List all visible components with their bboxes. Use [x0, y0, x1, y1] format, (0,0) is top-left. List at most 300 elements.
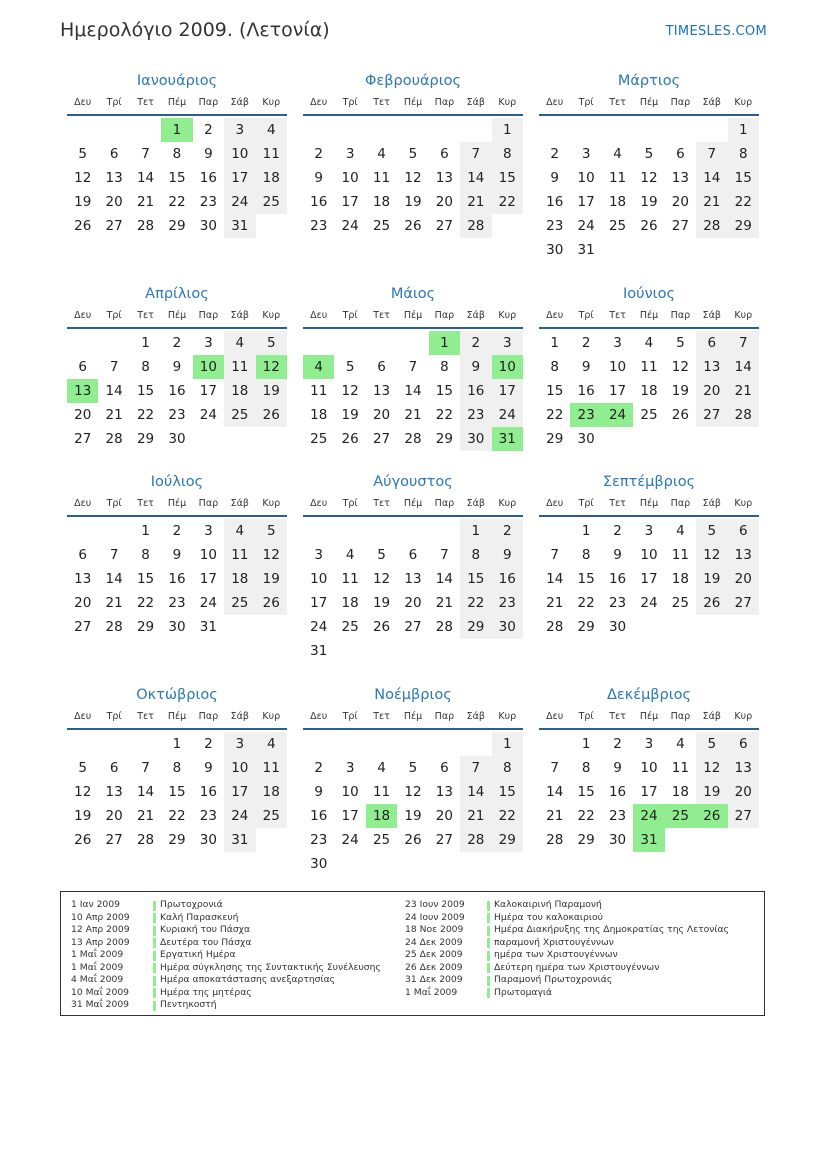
day-cell: 19 [671, 383, 689, 399]
day-cell: 17 [640, 784, 658, 800]
weekday-header: Παρ [198, 310, 219, 321]
empty-cell [67, 118, 98, 142]
day-cell: 7 [460, 756, 491, 780]
day-cell: 31 [577, 242, 595, 258]
day-cell: 23 [199, 194, 217, 210]
empty-cell [366, 732, 397, 756]
day-cell: 27 [671, 218, 689, 234]
day-cell: 30 [546, 242, 564, 258]
day-cell: 8 [728, 142, 759, 166]
day-cell: 31 [224, 828, 255, 852]
month-name: Ιούλιος [150, 474, 204, 490]
day-cell: 7 [109, 547, 119, 563]
day-cell: 31 [310, 643, 328, 659]
day-cell: 10 [341, 170, 359, 186]
day-cell: 12 [640, 170, 658, 186]
day-cell: 26 [640, 218, 658, 234]
day-cell: 19 [341, 407, 359, 423]
day-cell: 16 [310, 808, 328, 824]
weekday-header: Παρ [434, 498, 455, 509]
day-cell: 14 [435, 571, 453, 587]
day-cell: 7 [141, 146, 150, 162]
day-cell: 10 [577, 170, 595, 186]
month-name: Δεκέμβριος [606, 687, 692, 703]
day-cell: 5 [408, 146, 418, 162]
weekday-header: Τετ [609, 498, 626, 509]
day-cell: 12 [74, 170, 92, 186]
weekday-header: Τετ [137, 498, 154, 509]
holiday-day-cell: 4 [303, 355, 334, 379]
weekday-header: Παρ [670, 310, 691, 321]
day-cell: 1 [172, 736, 182, 752]
day-cell: 26 [256, 403, 287, 427]
day-cell: 28 [728, 403, 759, 427]
weekday-header: Τρί [342, 498, 358, 509]
day-cell: 22 [577, 595, 595, 611]
weekday-header: Δευ [74, 498, 92, 509]
day-cell: 26 [671, 407, 689, 423]
weekday-header: Κυρ [734, 711, 753, 722]
day-cell: 9 [204, 760, 213, 776]
day-cell: 25 [608, 218, 627, 234]
day-cell: 19 [404, 194, 422, 210]
day-cell: 7 [109, 359, 119, 375]
weekday-header: Τρί [106, 310, 122, 321]
empty-cell [397, 732, 428, 756]
empty-cell [633, 118, 664, 142]
legend-date: 10 Μαΐ 2009 [71, 986, 130, 998]
weekday-header: Τετ [609, 711, 626, 722]
day-cell: 16 [546, 194, 564, 210]
day-cell: 14 [460, 780, 491, 804]
weekday-header: Παρ [434, 97, 455, 108]
day-cell: 5 [256, 331, 287, 355]
day-cell: 27 [105, 218, 123, 234]
legend-holiday-name: παραμονή Χριστουγέννων [494, 936, 614, 948]
day-cell: 16 [199, 170, 217, 186]
day-cell: 9 [172, 547, 182, 563]
day-cell: 7 [550, 547, 559, 563]
legend-holiday-name: Ημέρα σύγκλησης της Συντακτικής Συνέλευσης [160, 961, 381, 973]
empty-cell [460, 732, 491, 756]
day-cell: 5 [256, 519, 287, 543]
day-cell: 30 [608, 832, 627, 848]
day-cell: 23 [168, 407, 186, 423]
day-cell: 25 [256, 190, 287, 214]
day-cell: 6 [78, 359, 87, 375]
day-cell: 12 [372, 571, 391, 587]
day-cell: 20 [728, 780, 759, 804]
day-cell: 11 [256, 756, 287, 780]
day-cell: 30 [460, 427, 491, 451]
weekday-header: Τρί [578, 498, 594, 509]
day-cell: 5 [345, 359, 355, 375]
day-cell: 29 [168, 218, 186, 234]
weekday-header: Τετ [609, 310, 626, 321]
day-cell: 18 [224, 379, 255, 403]
day-cell: 5 [377, 547, 386, 563]
empty-cell [303, 732, 334, 756]
day-cell: 1 [550, 335, 559, 351]
legend-holiday-name: Ημέρα του καλοκαιριού [494, 911, 603, 923]
day-cell: 3 [345, 760, 355, 776]
day-cell: 31 [199, 619, 217, 635]
day-cell: 7 [460, 142, 491, 166]
holiday-day-cell: 10 [193, 355, 224, 379]
day-cell: 6 [728, 519, 759, 543]
day-cell: 15 [546, 383, 564, 399]
empty-cell [366, 118, 397, 142]
day-cell: 11 [671, 760, 689, 776]
day-cell: 19 [256, 567, 287, 591]
day-cell: 1 [728, 118, 759, 142]
day-cell: 27 [74, 619, 92, 635]
day-cell: 22 [546, 407, 564, 423]
day-cell: 12 [404, 784, 422, 800]
legend-date: 18 Νοε 2009 [405, 924, 464, 935]
holiday-day-cell: 12 [256, 355, 287, 379]
empty-cell [460, 118, 491, 142]
day-cell: 2 [172, 335, 182, 351]
day-cell: 15 [168, 170, 186, 186]
weekday-header: Τρί [578, 97, 594, 108]
weekday-header: Τετ [373, 310, 390, 321]
holiday-marker-icon [487, 901, 490, 911]
holiday-day-cell: 1 [429, 331, 460, 355]
day-cell: 22 [136, 595, 155, 611]
day-cell: 11 [640, 359, 658, 375]
day-cell: 11 [372, 170, 391, 186]
day-cell: 16 [460, 379, 491, 403]
day-cell: 8 [141, 547, 150, 563]
legend-date: 1 Μαΐ 2009 [71, 949, 124, 960]
day-cell: 1 [460, 519, 491, 543]
legend-holiday-name: Καλοκαιρινή Παραμονή [494, 899, 602, 910]
legend-date: 1 Ιαν 2009 [71, 899, 120, 910]
day-cell: 10 [310, 571, 328, 587]
empty-cell [67, 732, 98, 756]
weekday-header: Παρ [434, 310, 455, 321]
day-cell: 8 [440, 359, 449, 375]
day-cell: 3 [204, 523, 213, 539]
day-cell: 24 [310, 619, 328, 635]
day-cell: 16 [168, 383, 186, 399]
day-cell: 21 [696, 190, 727, 214]
day-cell: 6 [676, 146, 685, 162]
weekday-header: Σάβ [466, 711, 485, 722]
day-cell: 26 [696, 591, 727, 615]
day-cell: 10 [224, 756, 255, 780]
day-cell: 12 [404, 170, 422, 186]
weekday-header: Τρί [342, 310, 358, 321]
day-cell: 11 [310, 383, 328, 399]
day-cell: 15 [492, 780, 523, 804]
weekday-header: Κυρ [262, 711, 281, 722]
day-cell: 23 [608, 595, 627, 611]
weekday-header: Σάβ [230, 97, 249, 108]
day-cell: 28 [460, 828, 491, 852]
day-cell: 20 [372, 407, 391, 423]
day-cell: 9 [460, 355, 491, 379]
header-rule [539, 728, 759, 730]
weekday-header: Σάβ [702, 97, 721, 108]
empty-cell [397, 118, 428, 142]
day-cell: 25 [224, 403, 255, 427]
holiday-day-cell: 10 [492, 355, 523, 379]
day-cell: 19 [640, 194, 658, 210]
holiday-day-cell: 18 [366, 804, 397, 828]
day-cell: 24 [640, 595, 658, 611]
day-cell: 24 [224, 804, 255, 828]
day-cell: 3 [224, 118, 255, 142]
day-cell: 18 [640, 383, 658, 399]
month-name: Σεπτέμβριος [602, 474, 696, 490]
weekday-header: Τετ [137, 711, 154, 722]
day-cell: 25 [372, 218, 391, 234]
day-cell: 21 [435, 595, 453, 611]
day-cell: 20 [435, 808, 453, 824]
legend-holiday-name: Ημέρα Διακήρυξης της Δημοκρατίας της Λετονίας [494, 924, 729, 935]
day-cell: 13 [728, 756, 759, 780]
day-cell: 12 [671, 359, 689, 375]
day-cell: 4 [256, 118, 287, 142]
day-cell: 30 [492, 615, 523, 639]
day-cell: 14 [136, 170, 155, 186]
day-cell: 14 [404, 383, 422, 399]
day-cell: 16 [492, 567, 523, 591]
day-cell: 13 [105, 784, 123, 800]
month-block [539, 72, 759, 262]
day-cell: 29 [435, 431, 453, 447]
month-block [67, 72, 287, 238]
day-cell: 22 [435, 407, 453, 423]
month-name: Μάιος [390, 286, 436, 302]
day-cell: 5 [408, 760, 418, 776]
day-cell: 28 [136, 218, 155, 234]
empty-cell [602, 118, 633, 142]
day-cell: 18 [372, 194, 391, 210]
day-cell: 2 [613, 736, 622, 752]
holiday-marker-icon [487, 976, 490, 986]
day-cell: 2 [204, 736, 213, 752]
day-cell: 29 [168, 832, 186, 848]
holiday-marker-icon [153, 976, 156, 986]
empty-cell [303, 331, 334, 355]
weekday-header: Πέμ [639, 498, 659, 509]
day-cell: 28 [105, 619, 123, 635]
holiday-day-cell: 31 [633, 828, 664, 852]
weekday-header: Σάβ [466, 310, 485, 321]
holiday-day-cell: 26 [696, 804, 727, 828]
header-rule [67, 114, 287, 116]
month-name: Μάρτιος [617, 73, 681, 89]
weekday-header: Σάβ [230, 498, 249, 509]
day-cell: 3 [314, 547, 323, 563]
day-cell: 11 [224, 355, 255, 379]
day-cell: 17 [341, 808, 359, 824]
day-cell: 21 [728, 379, 759, 403]
day-cell: 19 [74, 194, 92, 210]
day-cell: 28 [546, 619, 564, 635]
day-cell: 3 [644, 736, 654, 752]
weekday-header: Πέμ [167, 310, 187, 321]
day-cell: 6 [440, 760, 449, 776]
day-cell: 29 [492, 828, 523, 852]
weekday-header: Τετ [137, 97, 154, 108]
day-cell: 9 [314, 170, 323, 186]
day-cell: 8 [172, 760, 182, 776]
day-cell: 21 [546, 595, 564, 611]
day-cell: 3 [581, 146, 591, 162]
day-cell: 6 [109, 760, 119, 776]
day-cell: 8 [492, 756, 523, 780]
day-cell: 19 [372, 595, 391, 611]
day-cell: 11 [608, 170, 627, 186]
weekday-header: Τρί [342, 97, 358, 108]
weekday-header: Σάβ [230, 711, 249, 722]
day-cell: 24 [199, 595, 217, 611]
day-cell: 22 [136, 407, 155, 423]
holiday-marker-icon [487, 988, 490, 998]
day-cell: 24 [577, 218, 595, 234]
month-name: Ιανουάριος [136, 73, 218, 89]
day-cell: 15 [492, 166, 523, 190]
day-cell: 25 [640, 407, 658, 423]
day-cell: 2 [204, 122, 213, 138]
empty-cell [366, 519, 397, 543]
day-cell: 13 [696, 355, 727, 379]
holiday-marker-icon [153, 926, 156, 936]
day-cell: 21 [404, 407, 422, 423]
weekday-header: Δευ [74, 97, 92, 108]
day-cell: 8 [141, 359, 150, 375]
weekday-header: Κυρ [734, 310, 753, 321]
day-cell: 15 [136, 571, 155, 587]
empty-cell [366, 331, 397, 355]
day-cell: 5 [676, 335, 685, 351]
day-cell: 20 [74, 595, 92, 611]
day-cell: 27 [728, 591, 759, 615]
day-cell: 13 [728, 543, 759, 567]
day-cell: 14 [696, 166, 727, 190]
day-cell: 8 [550, 359, 559, 375]
day-cell: 4 [676, 523, 685, 539]
day-cell: 9 [550, 170, 559, 186]
day-cell: 29 [546, 431, 564, 447]
month-name: Ιούνιος [623, 286, 675, 302]
day-cell: 1 [141, 335, 150, 351]
day-cell: 2 [492, 519, 523, 543]
legend-date: 1 Μαΐ 2009 [71, 961, 124, 973]
weekday-header: Τετ [137, 310, 154, 321]
day-cell: 15 [577, 784, 595, 800]
day-cell: 1 [581, 523, 591, 539]
day-cell: 25 [671, 595, 689, 611]
day-cell: 7 [440, 547, 449, 563]
empty-cell [98, 331, 129, 355]
day-cell: 2 [172, 523, 182, 539]
day-cell: 3 [345, 146, 355, 162]
day-cell: 4 [676, 736, 685, 752]
day-cell: 29 [136, 619, 155, 635]
brand-link[interactable]: TIMESLES.COM [665, 24, 767, 39]
header-rule [67, 515, 287, 517]
legend-date: 23 Ιουν 2009 [405, 899, 465, 910]
legend-date: 26 Δεκ 2009 [405, 961, 463, 973]
weekday-header: Σάβ [702, 498, 721, 509]
day-cell: 8 [172, 146, 182, 162]
day-cell: 5 [78, 146, 87, 162]
legend-date: 12 Απρ 2009 [71, 924, 130, 935]
day-cell: 18 [341, 595, 359, 611]
day-cell: 23 [546, 218, 564, 234]
day-cell: 14 [546, 571, 564, 587]
weekday-header: Κυρ [498, 711, 517, 722]
holiday-marker-icon [153, 901, 156, 911]
weekday-header: Παρ [670, 498, 691, 509]
day-cell: 12 [256, 543, 287, 567]
legend-date: 13 Απρ 2009 [71, 936, 130, 948]
weekday-header: Πέμ [639, 711, 659, 722]
day-cell: 17 [640, 571, 658, 587]
holiday-day-cell: 23 [570, 403, 601, 427]
day-cell: 19 [696, 780, 727, 804]
day-cell: 3 [204, 335, 213, 351]
day-cell: 12 [696, 543, 727, 567]
day-cell: 13 [74, 571, 92, 587]
day-cell: 16 [577, 383, 595, 399]
day-cell: 27 [404, 619, 422, 635]
day-cell: 6 [728, 732, 759, 756]
day-cell: 17 [341, 194, 359, 210]
holiday-marker-icon [153, 913, 156, 923]
day-cell: 12 [74, 784, 92, 800]
day-cell: 15 [435, 383, 453, 399]
day-cell: 15 [728, 166, 759, 190]
day-cell: 28 [136, 832, 155, 848]
legend-holiday-name: Πεντηκοστή [160, 999, 217, 1010]
day-cell: 29 [728, 214, 759, 238]
day-cell: 15 [577, 571, 595, 587]
month-block [303, 473, 523, 663]
day-cell: 19 [74, 808, 92, 824]
weekday-header: Κυρ [734, 97, 753, 108]
day-cell: 27 [105, 832, 123, 848]
day-cell: 13 [435, 784, 453, 800]
day-cell: 4 [377, 760, 386, 776]
legend-date: 1 Μαΐ 2009 [405, 986, 458, 998]
day-cell: 19 [256, 379, 287, 403]
day-cell: 3 [644, 523, 654, 539]
day-cell: 23 [460, 403, 491, 427]
day-cell: 30 [168, 431, 186, 447]
day-cell: 3 [613, 335, 622, 351]
day-cell: 20 [728, 567, 759, 591]
day-cell: 21 [105, 595, 123, 611]
day-cell: 16 [168, 571, 186, 587]
header-rule [303, 728, 523, 730]
day-cell: 20 [105, 194, 123, 210]
month-block [67, 473, 287, 639]
day-cell: 1 [492, 732, 523, 756]
weekday-header: Πέμ [403, 498, 423, 509]
header-rule [303, 327, 523, 329]
weekday-header: Κυρ [262, 310, 281, 321]
day-cell: 22 [460, 591, 491, 615]
day-cell: 30 [199, 218, 217, 234]
holiday-day-cell: 24 [633, 804, 664, 828]
weekday-header: Πέμ [167, 498, 187, 509]
